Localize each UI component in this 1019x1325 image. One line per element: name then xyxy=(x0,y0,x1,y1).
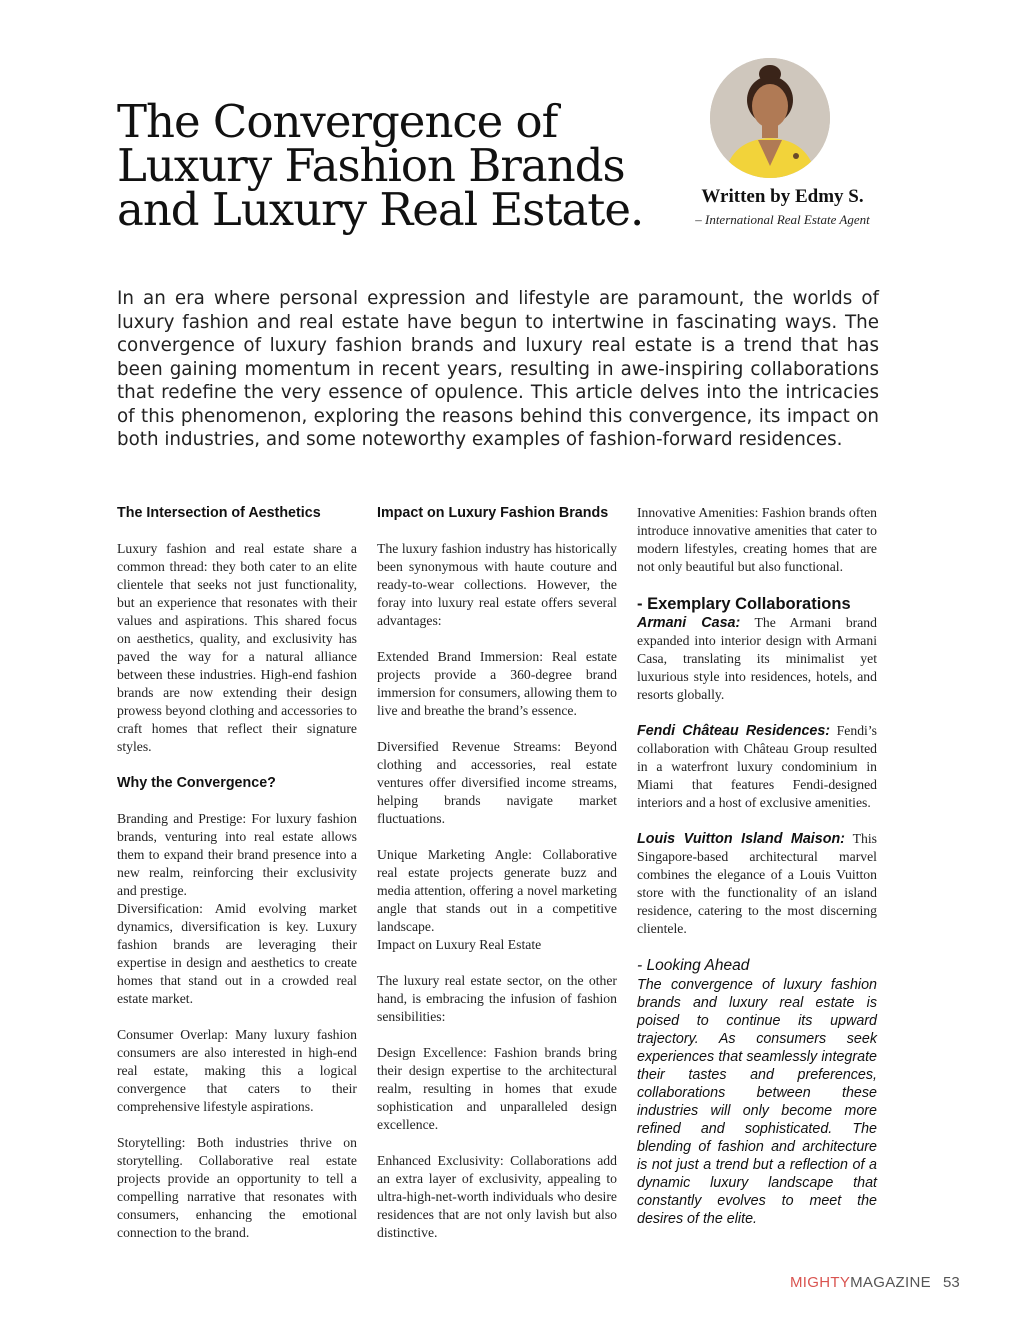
title-line-3: and Luxury Real Estate. xyxy=(117,183,644,236)
author-photo xyxy=(710,58,830,178)
article-title xyxy=(117,95,657,236)
logo-magazine: MAGAZINE xyxy=(850,1274,931,1291)
section-heading: - Looking Ahead xyxy=(637,957,750,974)
paragraph: Storytelling: Both industries thrive on storytelling. Collaborative real estate projects provide an opportunity to tell a compelling narrative that resonates with consumers, enhancing the emotional connection to the brand. xyxy=(117,1135,357,1240)
column-2 xyxy=(377,504,617,1242)
paragraph: Impact on Luxury Real Estate xyxy=(377,937,542,952)
paragraph: Diversification: Amid evolving market dynamics, diversification is key. Luxury fashion brands are leveraging their expertise in design and aesthetics to create homes that stand out in a crowded real estate market. xyxy=(117,901,357,1006)
title-line-1: The Convergence of xyxy=(117,95,558,148)
section-heading: - Exemplary Collaborations xyxy=(637,595,851,613)
section-heading: Impact on Luxury Fashion Brands xyxy=(377,505,609,521)
collab-text: This Singapore-based architectural marvel combines the elegance of a Louis Vuitton store with the functionality of an island residence, catering to the most discerning clientele. xyxy=(637,831,877,936)
collab-lead: Louis Vuitton Island Maison: xyxy=(637,831,845,847)
paragraph: Extended Brand Immersion: Real estate projects provide a 360-degree brand immersion for consumers, allowing them to live and breathe the brand’s essence. xyxy=(377,649,617,718)
collab-text: Fendi’s collaboration with Château Group resulted in a waterfront luxury condominium in Miami that features Fendi-designed interiors and a host of exclusive amenities. xyxy=(637,723,877,810)
collab-armani xyxy=(637,614,877,704)
author-portrait-icon xyxy=(710,58,830,178)
paragraph: Branding and Prestige: For luxury fashion brands, venturing into real estate allows them to expand their brand presence into a new realm, reinforcing their exclusivity and prestige. xyxy=(117,811,357,898)
author-byline: Written by Edmy S. xyxy=(701,186,864,207)
paragraph: Enhanced Exclusivity: Collaborations add an extra layer of exclusivity, appealing to ultra-high-net-worth individuals who desire residences that are not only lavish but also distinctive. xyxy=(377,1153,617,1240)
title-line-2: Luxury Fashion Brands xyxy=(117,139,625,192)
paragraph: Innovative Amenities: Fashion brands often introduce innovative amenities that cater to modern lifestyles, creating homes that are not only beautiful but also functional. xyxy=(637,505,877,574)
section-heading: Why the Convergence? xyxy=(117,775,276,791)
collab-louis-vuitton xyxy=(637,830,877,938)
paragraph: The luxury real estate sector, on the other hand, is embracing the infusion of fashion sensibilities: xyxy=(377,973,617,1024)
column-1 xyxy=(117,504,357,1242)
closing-paragraph: The convergence of luxury fashion brands and luxury real estate is poised to continue its upward trajectory. As consumers seek experiences that seamlessly integrate their tastes and preferences, collaborations between these industries will only become more refined and sophisticated. The blending of fashion and architecture is not just a trend but a reflection of a dynamic luxury landscape that constantly evolves to meet the desires of the elite. xyxy=(637,977,877,1227)
paragraph: Diversified Revenue Streams: Beyond clothing and accessories, real estate ventures offer diversified income streams, helping brands navigate market fluctuations. xyxy=(377,739,617,826)
page-number: 53 xyxy=(943,1274,960,1291)
section-heading: The Intersection of Aesthetics xyxy=(117,505,321,521)
paragraph: Consumer Overlap: Many luxury fashion consumers are also interested in high-end real estate, making this a logical convergence that caters to their comprehensive lifestyle aspirations. xyxy=(117,1027,357,1114)
column-3 xyxy=(637,504,877,1228)
author-role: – International Real Estate Agent xyxy=(695,212,870,227)
collab-lead: Armani Casa: xyxy=(637,615,741,631)
intro-paragraph: In an era where personal expression and lifestyle are paramount, the worlds of luxury fashion and real estate have begun to intertwine in fascinating ways. The convergence of luxury fashion brands and luxury real estate is a trend that has been gaining momentum in recent years, resulting in awe-inspiring collaborations that redefine the very essence of opulence. This article delves into the intricacies of this phenomenon, exploring the reasons behind this convergence, its impact on both industries, and some noteworthy examples of fashion-forward residences. xyxy=(117,288,879,450)
collab-fendi xyxy=(637,722,877,812)
logo-mighty: MIGHTY xyxy=(790,1274,851,1291)
paragraph: The luxury fashion industry has historically been synonymous with haute couture and ready-to-wear collections. However, the foray into luxury real estate offers several advantages: xyxy=(377,541,617,628)
paragraph: Luxury fashion and real estate share a common thread: they both cater to an elite clientele that seeks not just functionality, but an experience that resonates with their values and aspirations. This shared focus on aesthetics, quality, and exclusivity has paved the way for a natural alliance between these industries. High-end fashion brands are now extending their design prowess beyond clothing and accessories to craft homes that reflect their signature styles. xyxy=(117,541,357,754)
collab-lead: Fendi Château Residences: xyxy=(637,723,831,739)
paragraph: Design Excellence: Fashion brands bring their design expertise to the architectural realm, resulting in homes that exude sophistication and unparalleled design excellence. xyxy=(377,1045,617,1132)
paragraph: Unique Marketing Angle: Collaborative real estate projects generate buzz and media attention, offering a novel marketing angle that stands out in a competitive landscape. xyxy=(377,847,617,934)
magazine-logo xyxy=(790,1274,931,1291)
collab-text: The Armani brand expanded into interior design with Armani Casa, translating its minimalist yet luxurious style into residences, hotels, and resorts globally. xyxy=(637,615,877,702)
